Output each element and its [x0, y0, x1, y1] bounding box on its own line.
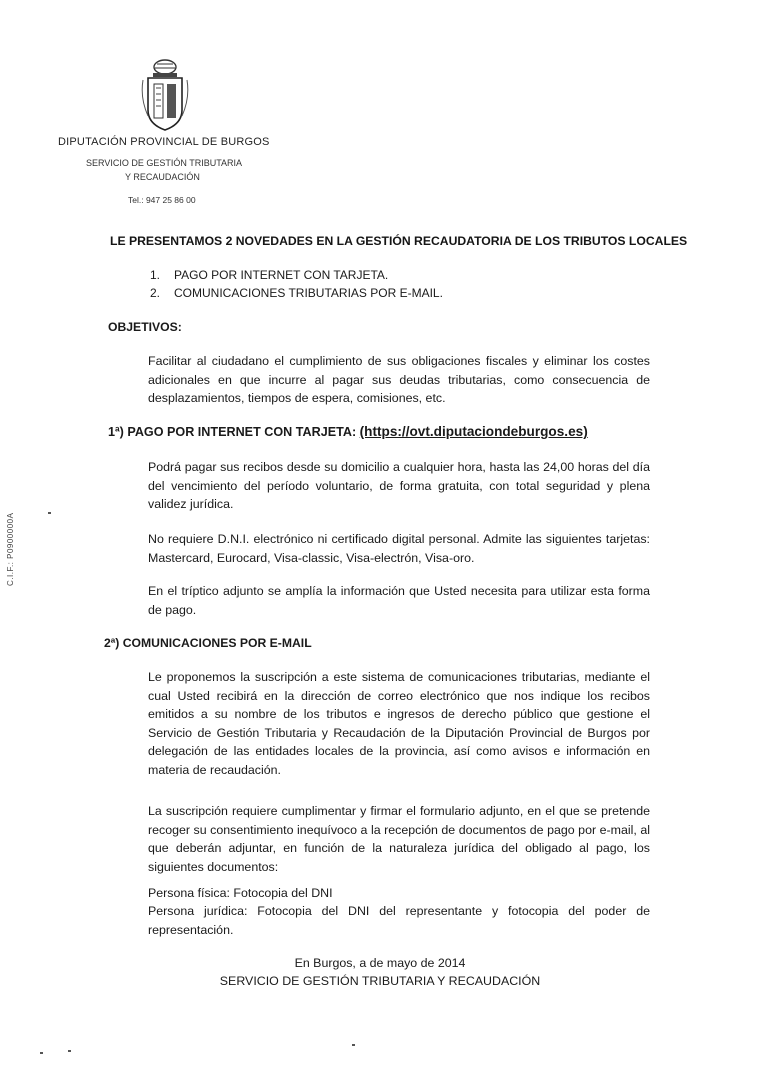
scan-speck: [68, 1050, 71, 1052]
section1-paragraph-1: Podrá pagar sus recibos desde su domicilio a cualquier hora, hasta las 24,00 horas del día del vencimiento del período voluntario, de forma gratuita, con total seguridad y plena validez jurídica.: [148, 460, 650, 512]
ovt-link[interactable]: (https://ovt.diputaciondeburgos.es): [359, 424, 588, 439]
section2-heading: 2ª) COMUNICACIONES POR E-MAIL: [104, 636, 312, 650]
list-item: [150, 284, 443, 302]
novedades-list: [150, 266, 443, 302]
page-title: LE PRESENTAMOS 2 NOVEDADES EN LA GESTIÓN RECAUDATORIA DE LOS TRIBUTOS LOCALES: [110, 234, 688, 248]
signature: SERVICIO DE GESTIÓN TRIBUTARIA Y RECAUDACIÓN: [219, 974, 541, 988]
place-date: En Burgos, a de mayo de 2014: [294, 956, 466, 970]
org-name: DIPUTACIÓN PROVINCIAL DE BURGOS: [58, 136, 270, 148]
list-item: [150, 266, 443, 284]
scan-speck: [40, 1052, 43, 1054]
list-text: PAGO POR INTERNET CON TARJETA.: [174, 268, 389, 282]
list-number: 1.: [150, 268, 161, 282]
coat-of-arms-logo: [140, 58, 190, 132]
service-name-line1: SERVICIO DE GESTIÓN TRIBUTARIA: [86, 158, 243, 168]
list-number: 2.: [150, 286, 161, 300]
service-name-line2: Y RECAUDACIÓN: [125, 172, 200, 182]
section1-paragraph-2: No requiere D.N.I. electrónico ni certificado digital personal. Admite las siguientes tarjetas: Mastercard, Eurocard, Visa-classic, Visa-electrón, Visa-oro.: [148, 532, 650, 565]
persona-juridica: Persona jurídica: Fotocopia del DNI del representante y fotocopia del poder de representación.: [148, 904, 650, 937]
cif-margin-text: C.I.F.: P0900000A: [6, 512, 15, 586]
objetivos-heading: OBJETIVOS:: [108, 320, 182, 334]
scan-speck: [352, 1044, 355, 1046]
section2-paragraph-2: La suscripción requiere cumplimentar y firmar el formulario adjunto, en el que se pretende recoger su consentimiento inequívoco a la recepción de documentos de pago por e-mail, al que deberán adjuntar, en función de la naturaleza jurídica del obligado al pago, los siguientes documentos:: [148, 804, 650, 874]
phone-number: Tel.: 947 25 86 00: [128, 195, 196, 205]
section1-paragraph-3: En el tríptico adjunto se amplía la información que Usted necesita para utilizar esta forma de pago.: [148, 584, 650, 617]
list-text: COMUNICACIONES TRIBUTARIAS POR E-MAIL.: [174, 286, 443, 300]
objetivos-text: Facilitar al ciudadano el cumplimiento de sus obligaciones fiscales y eliminar los costes adicionales en que incurre al pagar sus deudas tributarias, como consecuencia de desplazamientos, tiempos de espera, comisiones, etc.: [148, 354, 650, 406]
section1-heading: [108, 424, 588, 439]
section2-paragraph-1: Le proponemos la suscripción a este sistema de comunicaciones tributarias, mediante el cual Usted recibirá en la dirección de correo electrónico que nos indique los recibos emitidos a su nombre de los tributos e ingresos de derecho público que gestione el Servicio de Gestión Tributaria y Recaudación de la Diputación Provincial de Burgos por delegación de las entidades locales de la provincia, así como avisos e información en materia de recaudación.: [148, 670, 650, 777]
section1-label: 1ª) PAGO POR INTERNET CON TARJETA:: [108, 425, 357, 439]
scan-speck: [48, 512, 51, 514]
persona-fisica: Persona física: Fotocopia del DNI: [148, 886, 333, 900]
